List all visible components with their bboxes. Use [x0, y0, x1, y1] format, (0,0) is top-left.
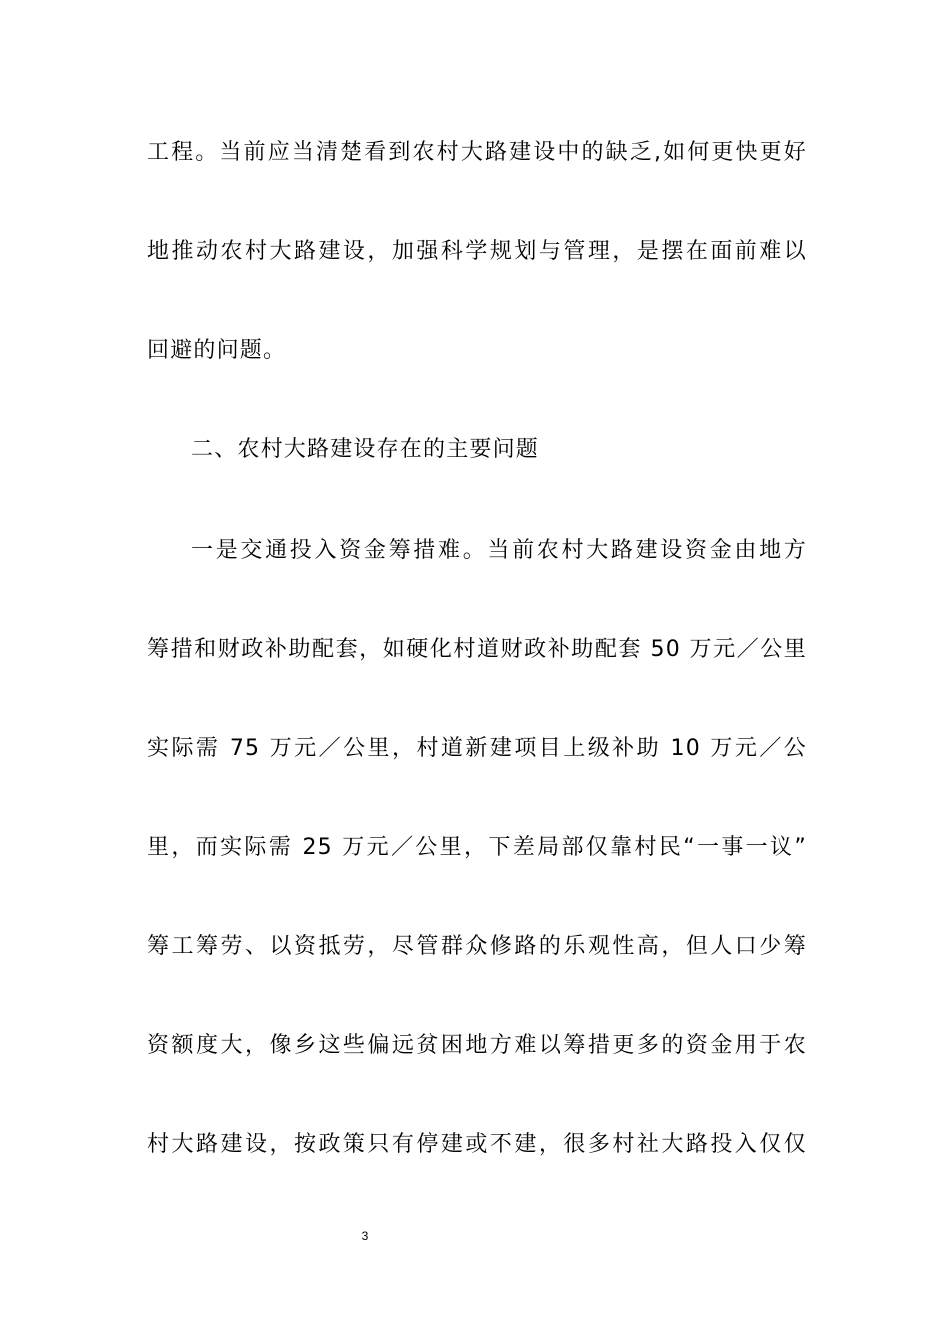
text-line-2: 地推动农村大路建设，加强科学规划与管理，是摆在面前难以 — [147, 239, 807, 264]
text-line-3: 回避的问题。 — [147, 338, 287, 363]
section-heading: 二、农村大路建设存在的主要问题 — [191, 437, 540, 462]
text-line-9: 筹工筹劳、以资抵劳，尽管群众修路的乐观性高，但人口少筹 — [147, 934, 807, 959]
text-line-1: 工程。当前应当清楚看到农村大路建设中的缺乏,如何更快更好 — [147, 140, 807, 165]
text-line-7: 实际需 75 万元／公里，村道新建项目上级补助 10 万元／公 — [147, 736, 807, 761]
text-line-10: 资额度大，像乡这些偏远贫困地方难以筹措更多的资金用于农 — [147, 1033, 807, 1058]
text-line-11: 村大路建设，按政策只有停建或不建，很多村社大路投入仅仅 — [147, 1132, 807, 1157]
page-number: 3 — [361, 1229, 369, 1243]
text-line-5: 一是交通投入资金筹措难。当前农村大路建设资金由地方 — [191, 538, 807, 563]
text-line-6: 筹措和财政补助配套，如硬化村道财政补助配套 50 万元／公里 — [147, 637, 807, 662]
text-line-8: 里，而实际需 25 万元／公里，下差局部仅靠村民“一事一议” — [147, 835, 807, 860]
